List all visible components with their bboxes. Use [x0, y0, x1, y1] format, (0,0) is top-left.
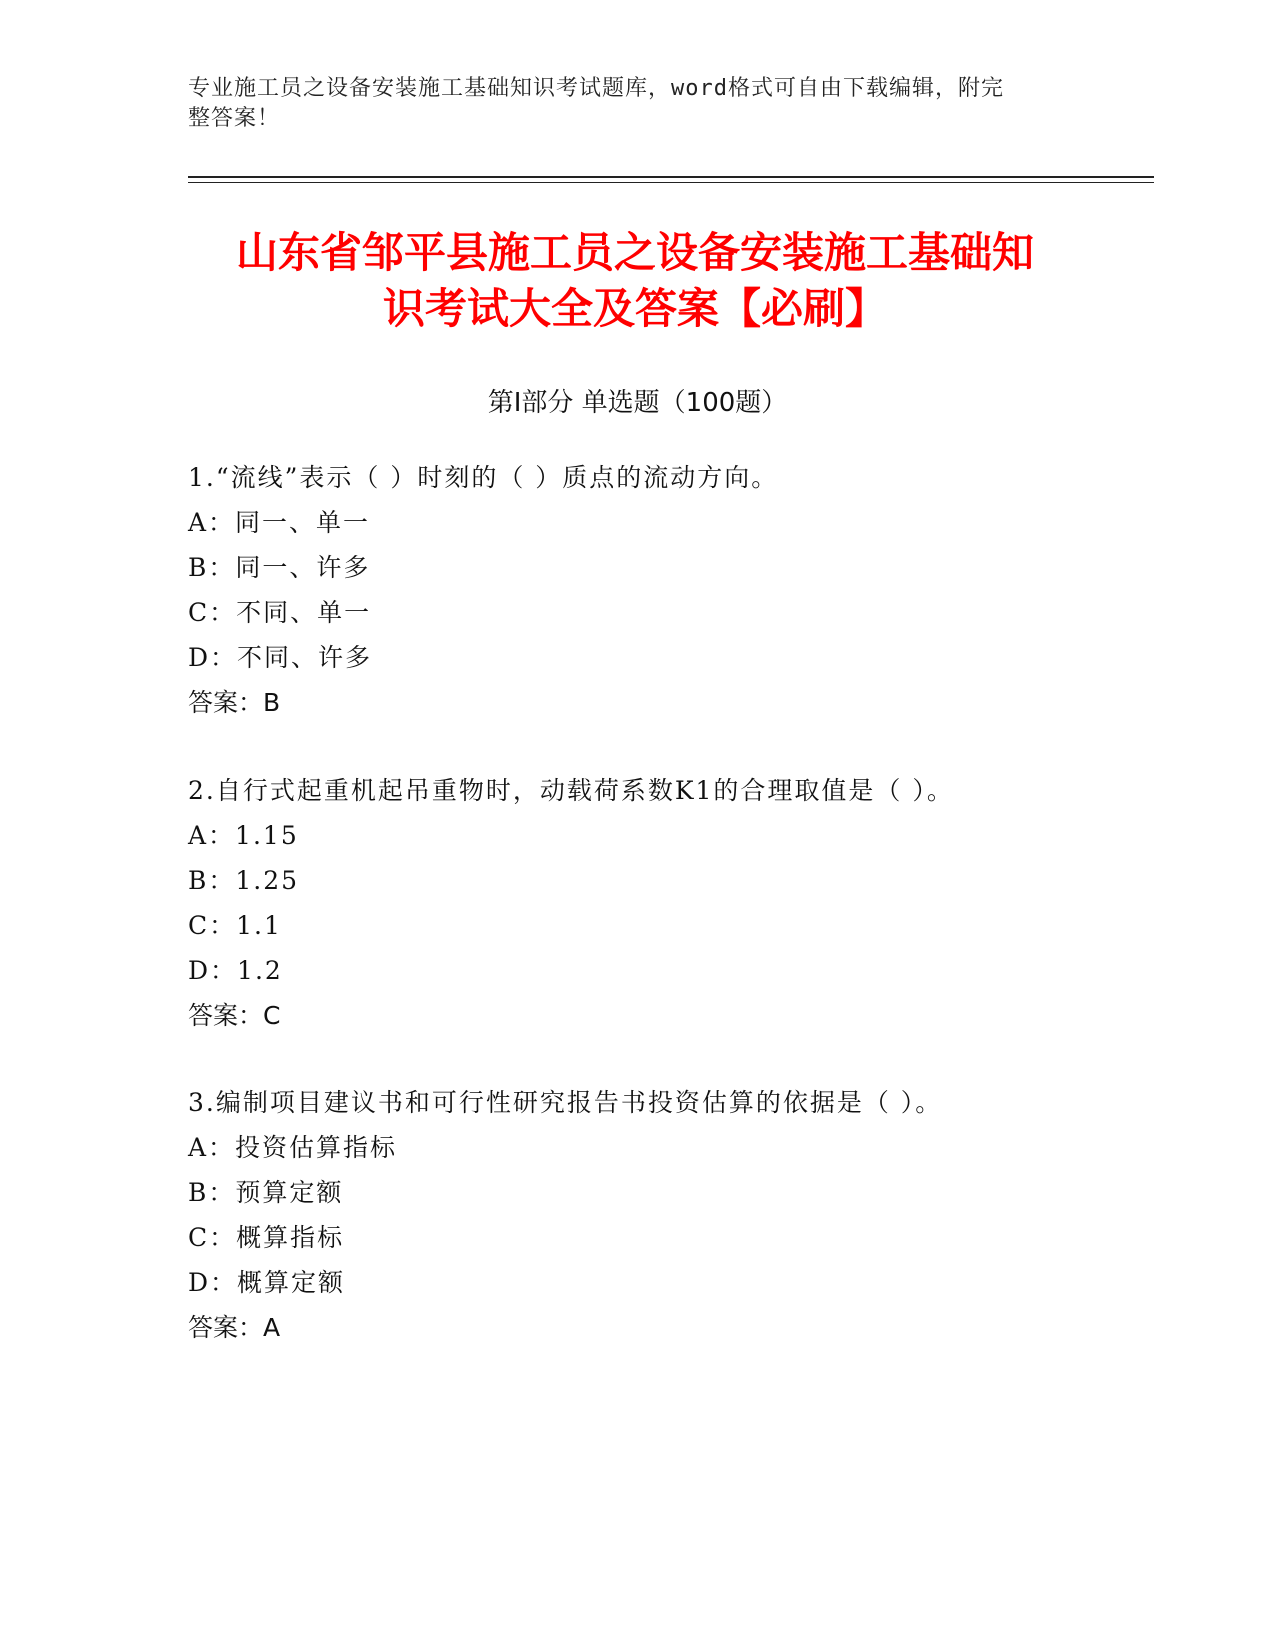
question-stem: 1.“流线”表示（ ）时刻的（ ）质点的流动方向。 — [188, 463, 779, 492]
header-note-line-2: 整答案！ — [188, 106, 281, 131]
section-title: 第Ⅰ部分 单选题（100题） — [487, 388, 788, 418]
answer: 答案：C — [188, 1001, 281, 1030]
option-a: A：1.15 — [188, 821, 299, 850]
question-2 — [188, 768, 1088, 1038]
option-c: C：概算指标 — [188, 1223, 345, 1252]
option-d: D：概算定额 — [188, 1268, 346, 1297]
document-title-line-1: 山东省邹平县施工员之设备安装施工基础知 — [235, 228, 1034, 277]
option-b: B：预算定额 — [188, 1178, 344, 1207]
question-3 — [188, 1080, 1088, 1350]
option-c: C：不同、单一 — [188, 598, 372, 627]
option-b: B：同一、许多 — [188, 553, 371, 582]
option-b: B：1.25 — [188, 866, 300, 895]
option-a: A：投资估算指标 — [188, 1133, 398, 1162]
option-d: D：不同、许多 — [188, 643, 373, 672]
question-stem: 2.自行式起重机起吊重物时，动载荷系数K1的合理取值是（ ）。 — [188, 776, 954, 805]
header-note-line-1: 专业施工员之设备安装施工基础知识考试题库，word格式可自由下载编辑，附完 — [188, 76, 1004, 101]
option-d: D：1.2 — [188, 956, 283, 985]
question-1 — [188, 455, 1088, 725]
document-title — [170, 225, 1100, 337]
option-a: A：同一、单一 — [188, 508, 371, 537]
header-note — [188, 74, 1068, 134]
document-title-line-2: 识考试大全及答案【必刷】 — [382, 284, 887, 333]
option-c: C：1.1 — [188, 911, 282, 940]
answer: 答案：A — [188, 1313, 281, 1342]
header-divider-thin — [188, 182, 1154, 183]
header-divider-thick — [188, 176, 1154, 178]
question-stem: 3.编制项目建议书和可行性研究报告书投资估算的依据是（ ）。 — [188, 1088, 943, 1117]
answer: 答案：B — [188, 688, 281, 717]
